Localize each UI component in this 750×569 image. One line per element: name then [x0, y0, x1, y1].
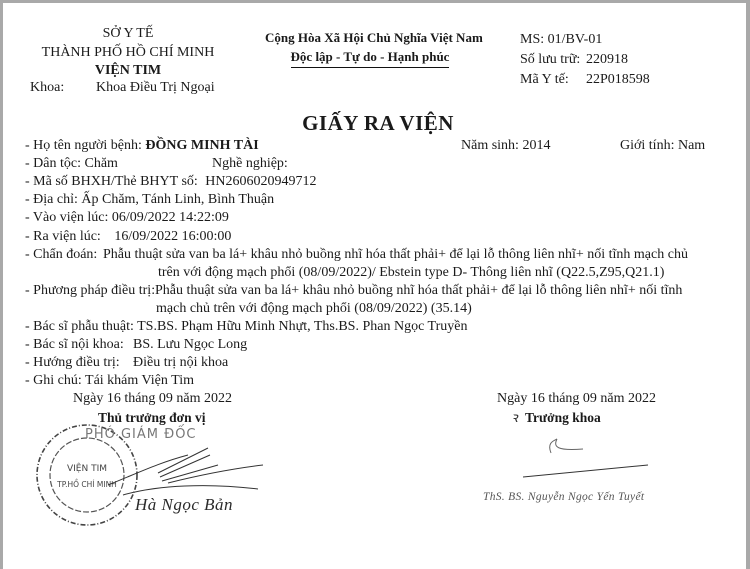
- address-label: - Địa chỉ:: [25, 192, 78, 207]
- address-row: [25, 192, 274, 208]
- ethnicity-row: [25, 156, 118, 172]
- discharge-label: - Ra viện lúc:: [25, 229, 101, 244]
- archive-number-value: 220918: [586, 52, 628, 67]
- treatment-line-1: Phẫu thuật sửa van ba lá+ khâu nhỏ buồng nhĩ hóa thất phải+ để lại lỗ thông liên nhĩ+ nối tĩnh: [155, 283, 683, 298]
- admission-row: [25, 210, 229, 226]
- document-title: GIẤY RA VIỆN: [302, 111, 454, 135]
- surgeon-value: TS.BS. Phạm Hữu Minh Nhựt, Ths.BS. Phan Ngọc Truyền: [137, 319, 468, 334]
- ethnicity-value: Chăm: [84, 156, 118, 171]
- institute-name: VIỆN TIM: [94, 63, 162, 78]
- note-row: [25, 373, 194, 389]
- occupation-label: Nghề nghiệp:: [212, 156, 288, 171]
- treatment-label: - Phương pháp điều trị:: [25, 283, 156, 298]
- insurance-label: - Mã số BHXH/Thẻ BHYT số:: [25, 174, 198, 189]
- medical-code-value: 22P018598: [586, 72, 650, 87]
- form-code: MS: 01/BV-01: [520, 32, 603, 47]
- surgeon-label: - Bác sĩ phẫu thuật:: [25, 319, 134, 334]
- stamp-title: PHÓ GIÁM ĐỐC: [85, 427, 197, 442]
- direction-value: Điều trị nội khoa: [133, 355, 229, 370]
- department-label: Khoa:: [30, 80, 65, 95]
- gender-label: Giới tính:: [620, 138, 675, 153]
- note-value: Tái khám Viện Tim: [85, 373, 194, 388]
- document-codes: [520, 30, 650, 90]
- direction-row: [25, 355, 120, 371]
- direction-label: - Hướng điều trị:: [25, 355, 120, 370]
- discharge-row: [25, 229, 231, 245]
- left-signature-date: Ngày 16 tháng 09 năm 2022: [73, 391, 233, 406]
- left-signature-role: Thủ trưởng đơn vị: [98, 410, 206, 425]
- right-signer-name: ThS. BS. Nguyễn Ngọc Yến Tuyết: [483, 491, 645, 503]
- internist-row: [25, 337, 124, 353]
- archive-number-label: Số lưu trữ:: [520, 52, 581, 67]
- occupation-field: [212, 156, 288, 172]
- city-name: THÀNH PHỐ HỒ CHÍ MINH: [41, 44, 215, 60]
- left-signer-name: Hà Ngọc Bản: [135, 495, 234, 514]
- birth-year-field: [461, 138, 550, 154]
- national-header: [265, 28, 483, 68]
- department-value: Khoa Điều Trị Ngoại: [96, 80, 215, 95]
- diagnosis-line-1: Phẫu thuật sửa van ba lá+ khâu nhỏ buồng nhĩ hóa thất phải+ để lại lỗ thông liên nhĩ+ nối tĩnh mạch chủ: [103, 247, 688, 262]
- medical-code-label: Mã Y tế:: [520, 72, 569, 87]
- department-of-health: SỞ Y TẾ: [102, 26, 154, 41]
- note-label: - Ghi chú:: [25, 373, 82, 388]
- insurance-value: HN2606020949712: [205, 174, 317, 189]
- gender-value: Nam: [677, 138, 706, 153]
- birth-year-label: Năm sinh:: [461, 138, 519, 153]
- country-name: Cộng Hòa Xã Hội Chủ Nghĩa Việt Nam: [265, 30, 483, 45]
- initial-mark-icon: ꝛ: [511, 411, 518, 426]
- diagnosis-row: [25, 247, 97, 263]
- address-value: Ấp Chăm, Tánh Linh, Bình Thuận: [81, 192, 275, 207]
- department-row: [30, 80, 215, 96]
- left-signature-scribble-icon: [98, 443, 268, 503]
- ethnicity-label: - Dân tộc:: [25, 156, 81, 171]
- surgeon-row: [25, 319, 467, 335]
- right-signature-role: Trưởng khoa: [525, 410, 601, 425]
- discharge-value: 16/09/2022 16:00:00: [114, 229, 232, 244]
- diagnosis-label: - Chẩn đoán:: [25, 247, 98, 262]
- patient-name-value: ĐỒNG MINH TÀI: [145, 138, 259, 153]
- national-motto: Độc lập - Tự do - Hạnh phúc: [291, 47, 450, 68]
- diagnosis-line-2: trên với động mạch phổi (08/09/2022)/ Ebstein type D- Thông liên nhĩ (Q22.5,Z95,Q21.1): [158, 265, 665, 280]
- right-signature-scribble-icon: [523, 433, 653, 483]
- right-signature-date: Ngày 16 tháng 09 năm 2022: [497, 391, 657, 406]
- birth-year-value: 2014: [522, 138, 551, 153]
- admission-label: - Vào viện lúc:: [25, 210, 109, 225]
- gender-field: [620, 138, 705, 154]
- stamp-line-2: TP.HỒ CHÍ MINH: [57, 480, 117, 489]
- internist-label: - Bác sĩ nội khoa:: [25, 337, 124, 352]
- stamp-line-1: VIỆN TIM: [66, 464, 108, 474]
- insurance-row: [25, 174, 317, 190]
- treatment-line-2: mạch chủ trên với động mạch phổi (08/09/2022) (35.14): [156, 301, 472, 316]
- issuing-authority: [23, 25, 233, 81]
- patient-name-row: [25, 138, 259, 154]
- internist-value: BS. Lưu Ngọc Long: [133, 337, 248, 352]
- admission-value: 06/09/2022 14:22:09: [111, 210, 229, 225]
- patient-name-label: - Họ tên người bệnh:: [25, 138, 142, 153]
- treatment-row: [25, 283, 155, 299]
